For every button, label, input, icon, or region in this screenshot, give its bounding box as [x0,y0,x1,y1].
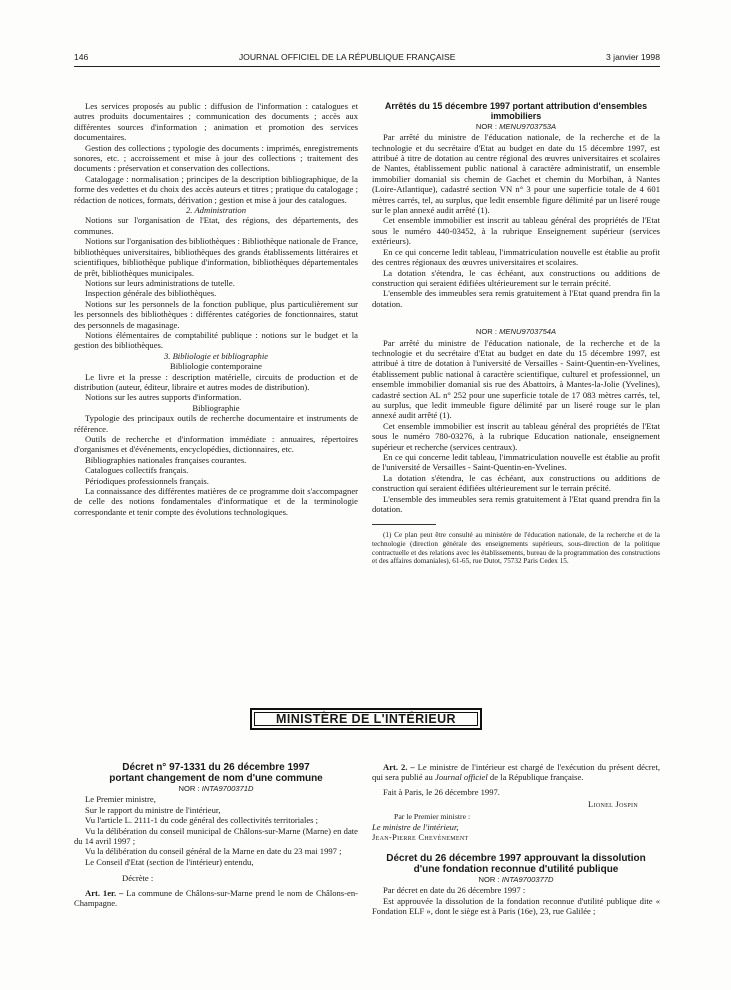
section-heading: 2. Administration [185,205,247,216]
ministre-title: Le ministre de l'intérieur, [372,822,459,833]
decret-title: Décret n° 97-1331 du 26 décembre 1997 portant changement de nom d'une commune [109,762,323,784]
right-column [372,101,660,566]
page-number: 146 [74,52,89,62]
paragraph: La dotation s'étendra, le cas échéant, aux constructions ou additions de construction qui seraient édifiées ultérieurement sur le terrain précité. [372,472,660,494]
article-1: Art. 1er. – La commune de Châlons-sur-Marne prend le nom de Châlons-en-Champagne. [74,887,358,909]
page-header [74,52,660,62]
paragraph: Notions sur leurs administrations de tutelle. [85,277,235,288]
paragraph: Est approuvée la dissolution de la fondation reconnue d'utilité publique dite « Fondation ELF », dont le siège est à Paris (16e), 23, rue Galilée ; [372,895,660,917]
nor-reference: NOR : MENU9703753A [475,121,557,131]
arretes-title: Arrêtés du 15 décembre 1997 portant attribution d'ensembles immobiliers [384,101,648,122]
paragraph: Cet ensemble immobilier est inscrit au tableau général des propriétés de l'Etat sous le numéro 780-03276, à la rubrique Education nationale, enseignement supérieur et recherche (services centraux). [372,420,660,452]
nor-reference: NOR : MENU9703754A [475,327,557,337]
paragraph: Le Conseil d'Etat (section de l'intérieur) entendu, [85,856,254,867]
subsection-heading: Bibliologie contemporaine [170,361,262,372]
decret-right-column [372,762,660,916]
paragraph: Sur le rapport du ministre de l'intérieur, [85,804,221,815]
footnote: (1) Ce plan peut être consulté au ministère de l'éducation nationale, de la recherche et de la technologie (direction générale des enseignements supérieurs, sous-direction de la politique contractuelle et des relations avec les établissements, bureau de la programmation des constructions et des affaires domaniales), 61-65, rue Dutot, 75732 Paris Cedex 15. [372,531,660,566]
paragraph: Le livre et la presse : description matérielle, circuits de production et de distribution (auteur, éditeur, libraire et autres modes de distribution). [74,371,358,392]
header-rule [74,66,660,67]
ministry-banner: MINISTÈRE DE L'INTÉRIEUR [250,708,482,730]
decret-title: Décret du 26 décembre 1997 approuvant la dissolution d'une fondation reconnue d'utilité publique [386,852,646,875]
paragraph: La connaissance des différentes matières de ce programme doit s'accompagner de celle des notions fondamentales d'informatique et de la terminologie correspondante et tenir compte des évolutions technologiques. [74,486,358,517]
paragraph: Notions sur les autres supports d'information. [85,392,242,403]
signature: Lionel Jospin [588,799,638,810]
paragraph: Vu la délibération du conseil municipal de Châlons-sur-Marne (Marne) en date du 14 avril 1997 ; [74,825,358,847]
journal-title: JOURNAL OFFICIEL DE LA RÉPUBLIQUE FRANÇAISE [238,52,456,62]
paragraph: Les services proposés au public : diffusion de l'information : catalogues et autres produits documentaires ; communication des documents ; accès aux différentes sources d'information ; animation et promotion des services documentaires. [74,101,358,143]
issue-date: 3 janvier 1998 [606,52,660,62]
ministre-name: Jean-Pierre Chevènement [372,832,469,843]
article-2: Art. 2. – Le ministre de l'intérieur est chargé de l'exécution du présent décret, qui sera publié au Journal officiel de la République française. [372,762,660,783]
paragraph: Par arrêté du ministre de l'éducation nationale, de la recherche et de la technologie et du secrétaire d'Etat au budget en date du 15 décembre 1997, est attribué à titre de dotation au centre régional des œuvres universitaires et scolaires de Nantes, établissement public national à caractère administratif, un ensemble immobilier domanial sis chemin de Gachet et chemin du Morbihan, à Nantes (Loire-Atlantique), cadastré section VN n° 3 pour une superficie totale de 4 601 mètres carrés, tel, au surplus, que ledit ensemble figure délimité par un liseré rouge sur le plan annexé audit arrêté (1). [372,132,660,216]
decrete-label: Décrète : [122,873,154,884]
paragraph: Périodiques professionnels français. [85,475,209,486]
paragraph: Catalogues collectifs français. [85,465,189,476]
left-column [74,101,358,517]
subsection-heading: Bibliographie [192,402,240,413]
paragraph: L'ensemble des immeubles sera remis gratuitement à l'Etat quand prendra fin la dotation. [372,493,660,515]
paragraph: Typologie des principaux outils de recherche documentaire et instruments de référence. [74,413,358,434]
paragraph: Cet ensemble immobilier est inscrit au tableau général des propriétés de l'Etat sous le numéro 440-03452, à la rubrique Enseignement supérieur (services extérieurs). [372,215,660,247]
paragraph: Gestion des collections ; typologie des documents : imprimés, enregistrements sonores, etc. ; accroissement et mise à jour des collections ; traitement des documents : préservation et conservation des collections. [74,142,358,174]
nor-reference: NOR : INTA9700377D [478,874,554,884]
par-premier-ministre: Par le Premier ministre : [394,811,471,821]
paragraph: L'ensemble des immeubles sera remis gratuitement à l'Etat quand prendra fin la dotation. [372,288,660,309]
paragraph: Par arrêté du ministre de l'éducation nationale, de la recherche et de la technologie et du secrétaire d'Etat au budget en date du 15 décembre 1997, est attribué à titre de dotation à l'université de Versailles - Saint-Quentin-en-Yvelines, établissement public national à caractère scientifique, culturel et professionnel, un ensemble immobilier domanial sis rue des Abattoirs, à Mantes-la-Jolie (Yvelines), cadastré section AL n° 252 pour une superficie totale de 17 083 mètres carrés, tel, au surplus, que ledit immeuble figure délimité par un liseré rouge sur le plan annexé audit arrêté (1). [372,337,660,421]
paragraph: Notions sur les personnels de la fonction publique, plus particulièrement sur les personnels des bibliothèques : différentes catégories de fonctionnaires, statut des personnels de magasinage. [74,298,358,330]
nor-reference: NOR : INTA9700371D [178,784,254,793]
paragraph: En ce qui concerne ledit tableau, l'immatriculation nouvelle est établie au profit de l'université de Versailles - Saint-Quentin-en-Yvelines. [372,452,660,473]
paragraph: La dotation s'étendra, le cas échéant, aux constructions ou additions de construction qui seraient édifiées ultérieurement sur le terrain précité. [372,267,660,288]
section-heading: 3. Bibliologie et bibliographie [163,350,269,361]
fait-a-paris: Fait à Paris, le 26 décembre 1997. [383,786,500,797]
paragraph: Notions sur l'organisation de l'Etat, des régions, des départements, des communes. [74,215,358,236]
paragraph: Outils de recherche et d'information immédiate : annuaires, répertoires d'organismes et d'événements, encyclopédies, dictionnaires, etc. [74,434,358,455]
paragraph: Bibliographies nationales françaises courantes. [85,454,247,465]
paragraph: Le Premier ministre, [85,794,156,805]
paragraph: Par décret en date du 26 décembre 1997 : [383,885,526,896]
decret-left-column [74,762,358,908]
paragraph: En ce qui concerne ledit tableau, l'immatriculation nouvelle est établie au profit des centres régionaux des œuvres universitaires et scolaires. [372,246,660,268]
paragraph: Notions élémentaires de comptabilité publique : notions sur le budget et la gestion des bibliothèques. [74,329,358,351]
paragraph: Vu l'article L. 2111-1 du code général des collectivités territoriales ; [85,815,319,826]
paragraph: Inspection générale des bibliothèques. [85,288,217,299]
paragraph: Vu la délibération du conseil général de la Marne en date du 23 mai 1997 ; [85,846,342,857]
paragraph: Catalogage : normalisation ; principes de la description bibliographique, de la forme des vedettes et du choix des accès auteurs et titres ; pratique du catalogage ; rédaction de notices, formats, dérivation ; gestion et mise à jour des catalogues. [74,173,358,205]
paragraph: Notions sur l'organisation des bibliothèques : Bibliothèque nationale de France, bibliothèques universitaires, bibliothèques des grands établissements littéraires et scientifiques, bibliothèque publique d'information, bibliothèques départementales de prêt, bibliothèques municipales. [74,236,358,278]
footnote-rule [372,524,436,525]
